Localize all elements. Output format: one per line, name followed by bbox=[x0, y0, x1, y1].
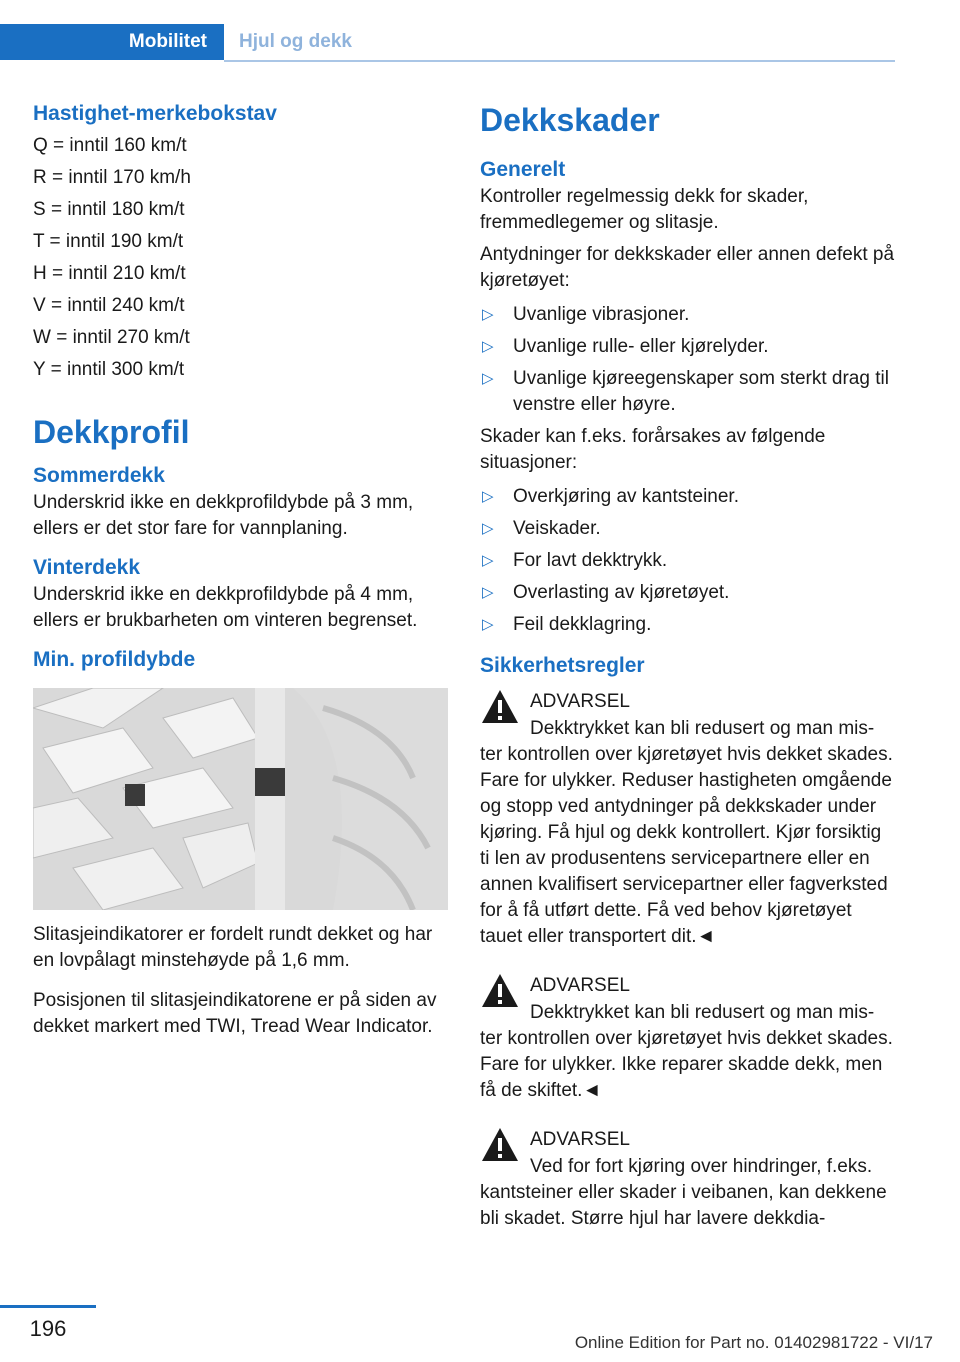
causes-intro-text: Skader kan f.eks. forårsakes av følgende situasjoner: bbox=[480, 426, 826, 473]
header-divider bbox=[224, 60, 895, 62]
speed-rating-line: V = inntil 240 km/t bbox=[33, 295, 185, 316]
tab-mobilitet[interactable]: Mobilitet bbox=[0, 24, 224, 60]
speed-rating-line: H = inntil 210 km/t bbox=[33, 263, 186, 284]
general-text: Kontroller regelmessig dekk for skader, fremmedlegemer og slitasje. bbox=[480, 186, 809, 233]
warning-title: ADVARSEL bbox=[530, 691, 630, 712]
arrow-right-icon: ▷ bbox=[482, 338, 494, 355]
list-item: ▷ Veiskader. bbox=[480, 516, 895, 542]
warning-first-line: Dekktrykket kan bli redusert og man mis- bbox=[530, 718, 875, 739]
summer-tires-text: Underskrid ikke en dekkprofildybde på 3 mm, ellers er det stor fare for vannplaning. bbox=[33, 492, 414, 539]
warning-block bbox=[480, 688, 895, 950]
chapter-header bbox=[0, 24, 895, 62]
warning-text: ter kontrollen over kjøretøyet hvis dekket skades. Fare for ulykker. Reduser hastigheten omgående og stopp ved antydninger på dekkskader under kjøring. Få hjul og dekk kontrollert. Kjør forsiktig ti len av produsentens servicepartnere eller en annen kvalifisert servicepartner eller fagverksted for å få utført dette. Få ved behov kjøretøyet tauet eller transportert dit.◄ bbox=[480, 744, 893, 947]
winter-tires-heading: Vinterdekk bbox=[33, 556, 140, 579]
tab-hjul-og-dekk[interactable]: Hjul og dekk bbox=[239, 31, 352, 52]
list-item: ▷ For lavt dekktrykk. bbox=[480, 548, 895, 574]
list-item: ▷ Overkjøring av kantsteiner. bbox=[480, 484, 895, 510]
warning-title: ADVARSEL bbox=[530, 975, 630, 996]
speed-rating-line: Y = inntil 300 km/t bbox=[33, 359, 185, 380]
tread-wear-indicator-image bbox=[33, 688, 448, 910]
speed-rating-line: S = inntil 180 km/t bbox=[33, 199, 185, 220]
speed-rating-list bbox=[33, 130, 448, 386]
page-number: 196 bbox=[29, 1316, 67, 1341]
speed-rating-line: Q = inntil 160 km/t bbox=[33, 135, 187, 156]
safety-rules-heading: Sikkerhetsregler bbox=[480, 654, 645, 677]
warning-title: ADVARSEL bbox=[530, 1129, 630, 1150]
speed-rating-line: R = inntil 170 km/h bbox=[33, 167, 191, 188]
signs-intro-text: Antydninger for dekkskader eller annen defekt på kjøretøyet: bbox=[480, 244, 895, 291]
winter-tires-text: Underskrid ikke en dekkprofildybde på 4 mm, ellers er brukbarheten om vinteren begrenset. bbox=[33, 584, 418, 631]
wear-indicator-text: Slitasjeindikatorer er fordelt rundt dekket og har en lovpålagt minstehøyde på 1,6 mm. bbox=[33, 924, 433, 971]
tire-damage-heading: Dekkskader bbox=[480, 102, 660, 138]
min-tread-depth-heading: Min. profildybde bbox=[33, 648, 196, 671]
warning-first-line: Ved for fort kjøring over hindringer, f.eks. bbox=[530, 1156, 873, 1177]
list-item: ▷ Feil dekklagring. bbox=[480, 612, 895, 638]
list-item: ▷ Uvanlige vibrasjoner. bbox=[480, 302, 895, 328]
tread-profile-heading: Dekkprofil bbox=[33, 414, 190, 450]
left-column bbox=[33, 100, 448, 1040]
footer-divider bbox=[0, 1305, 96, 1308]
edition-note: Online Edition for Part no. 01402981722 - VI/17 bbox=[574, 1333, 933, 1352]
list-item: ▷ Uvanlige kjøreegenskaper som sterkt drag til venstre eller høyre. bbox=[482, 368, 889, 415]
arrow-right-icon: ▷ bbox=[482, 488, 494, 505]
arrow-right-icon: ▷ bbox=[482, 370, 494, 387]
warning-triangle-icon bbox=[480, 688, 520, 726]
warning-text: ter kontrollen over kjøretøyet hvis dekket skades. Fare for ulykker. Ikke reparer skadde dekk, men få de skiftet.◄ bbox=[480, 1028, 893, 1101]
right-column bbox=[480, 100, 895, 1232]
arrow-right-icon: ▷ bbox=[482, 520, 494, 537]
summer-tires-heading: Sommerdekk bbox=[33, 464, 165, 487]
indicator-position-text: Posisjonen til slitasjeindikatorene er på siden av dekket markert med TWI, Tread Wear Indicator. bbox=[33, 990, 437, 1037]
list-item: ▷ Uvanlige rulle- eller kjørelyder. bbox=[480, 334, 895, 360]
speed-rating-line: T = inntil 190 km/t bbox=[33, 231, 184, 252]
warning-triangle-icon bbox=[480, 972, 520, 1010]
general-heading: Generelt bbox=[480, 158, 566, 181]
arrow-right-icon: ▷ bbox=[482, 616, 494, 633]
list-item: ▷ Overlasting av kjøretøyet. bbox=[480, 580, 895, 606]
causes-list bbox=[480, 484, 895, 638]
speed-rating-heading: Hastighet-merkebokstav bbox=[33, 102, 277, 125]
arrow-right-icon: ▷ bbox=[482, 306, 494, 323]
speed-rating-line: W = inntil 270 km/t bbox=[33, 327, 190, 348]
arrow-right-icon: ▷ bbox=[482, 584, 494, 601]
warning-text: kantsteiner eller skader i veibanen, kan dekkene bli skadet. Større hjul har lavere dekkdia- bbox=[480, 1182, 887, 1229]
warning-first-line: Dekktrykket kan bli redusert og man mis- bbox=[530, 1002, 875, 1023]
warning-block bbox=[480, 1126, 895, 1232]
warning-block bbox=[480, 972, 895, 1104]
arrow-right-icon: ▷ bbox=[482, 552, 494, 569]
signs-list bbox=[480, 302, 895, 418]
tire-tread-illustration bbox=[33, 688, 448, 910]
warning-triangle-icon bbox=[480, 1126, 520, 1164]
